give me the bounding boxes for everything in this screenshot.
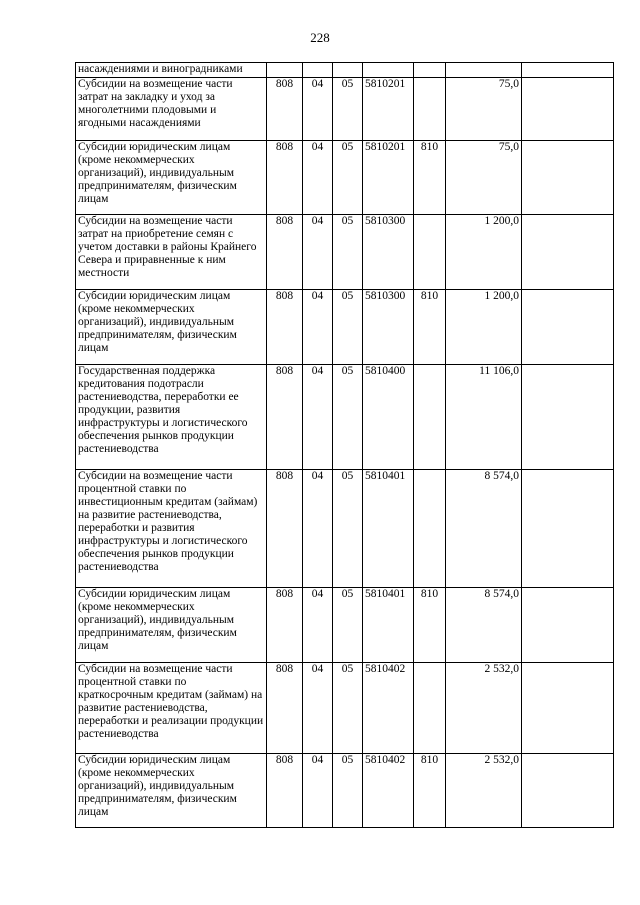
subsection-code-cell: 05	[333, 754, 363, 828]
ministry-code-cell: 808	[267, 78, 303, 141]
amount-cell: 1 200,0	[446, 290, 522, 365]
expense-name-cell: Субсидии юридическим лицам (кроме некоммерческих организаций), индивидуальным предпринимателям, физическим лицам	[76, 141, 267, 215]
subsection-code-cell: 05	[333, 141, 363, 215]
expense-type-cell	[414, 470, 446, 588]
empty-cell	[522, 290, 614, 365]
expense-name-cell: Субсидии на возмещение части затрат на приобретение семян с учетом доставки в районы Крайнего Севера и приравненные к ним местности	[76, 215, 267, 290]
ministry-code-cell: 808	[267, 470, 303, 588]
target-article-cell: 5810400	[363, 365, 414, 470]
subsection-code-cell: 05	[333, 588, 363, 663]
section-code-cell: 04	[303, 215, 333, 290]
target-article-cell: 5810402	[363, 663, 414, 754]
expense-type-cell	[414, 63, 446, 78]
expense-name-cell: Государственная поддержка кредитования подотрасли растениеводства, переработки ее продукции, развития инфраструктуры и логистического обеспечения рынков продукции растениеводства	[76, 365, 267, 470]
expense-name-cell: Субсидии юридическим лицам (кроме некоммерческих организаций), индивидуальным предпринимателям, физическим лицам	[76, 588, 267, 663]
table-row	[76, 365, 614, 470]
section-code-cell: 04	[303, 588, 333, 663]
section-code-cell	[303, 63, 333, 78]
ministry-code-cell: 808	[267, 215, 303, 290]
expense-name-cell: Субсидии на возмещение части затрат на закладку и уход за многолетними плодовыми и ягодными насаждениями	[76, 78, 267, 141]
ministry-code-cell: 808	[267, 588, 303, 663]
table-body	[76, 63, 614, 828]
amount-cell: 2 532,0	[446, 663, 522, 754]
target-article-cell: 5810402	[363, 754, 414, 828]
subsection-code-cell	[333, 63, 363, 78]
empty-cell	[522, 63, 614, 78]
section-code-cell: 04	[303, 470, 333, 588]
expense-name-cell: Субсидии на возмещение части процентной ставки по краткосрочным кредитам (займам) на развитие растениеводства, переработки и реализации продукции растениеводства	[76, 663, 267, 754]
expense-type-cell: 810	[414, 290, 446, 365]
section-code-cell: 04	[303, 290, 333, 365]
amount-cell: 8 574,0	[446, 588, 522, 663]
section-code-cell: 04	[303, 663, 333, 754]
target-article-cell: 5810401	[363, 588, 414, 663]
empty-cell	[522, 754, 614, 828]
target-article-cell: 5810401	[363, 470, 414, 588]
ministry-code-cell: 808	[267, 754, 303, 828]
subsection-code-cell: 05	[333, 78, 363, 141]
expense-type-cell	[414, 78, 446, 141]
page-number: 228	[310, 30, 330, 45]
subsection-code-cell: 05	[333, 365, 363, 470]
budget-table	[75, 62, 614, 828]
table-row	[76, 754, 614, 828]
subsection-code-cell: 05	[333, 470, 363, 588]
expense-type-cell: 810	[414, 754, 446, 828]
amount-cell: 1 200,0	[446, 215, 522, 290]
subsection-code-cell: 05	[333, 290, 363, 365]
table-row	[76, 215, 614, 290]
ministry-code-cell: 808	[267, 290, 303, 365]
empty-cell	[522, 141, 614, 215]
expense-type-cell	[414, 663, 446, 754]
table-row	[76, 588, 614, 663]
empty-cell	[522, 663, 614, 754]
table-row	[76, 663, 614, 754]
expense-name-cell: Субсидии юридическим лицам (кроме некоммерческих организаций), индивидуальным предпринимателям, физическим лицам	[76, 754, 267, 828]
ministry-code-cell: 808	[267, 365, 303, 470]
amount-cell	[446, 63, 522, 78]
expense-name-cell: насаждениями и виноградниками	[76, 63, 267, 78]
empty-cell	[522, 365, 614, 470]
ministry-code-cell: 808	[267, 663, 303, 754]
subsection-code-cell: 05	[333, 663, 363, 754]
ministry-code-cell: 808	[267, 141, 303, 215]
target-article-cell: 5810201	[363, 141, 414, 215]
amount-cell: 75,0	[446, 141, 522, 215]
target-article-cell: 5810201	[363, 78, 414, 141]
expense-type-cell: 810	[414, 141, 446, 215]
table-row	[76, 470, 614, 588]
expense-name-cell: Субсидии на возмещение части процентной ставки по инвестиционным кредитам (займам) на развитие растениеводства, переработки и развития инфраструктуры и логистического обеспечения рынков продукции растениеводства	[76, 470, 267, 588]
table-row	[76, 290, 614, 365]
target-article-cell: 5810300	[363, 215, 414, 290]
section-code-cell: 04	[303, 78, 333, 141]
empty-cell	[522, 78, 614, 141]
expense-name-cell: Субсидии юридическим лицам (кроме некоммерческих организаций), индивидуальным предпринимателям, физическим лицам	[76, 290, 267, 365]
section-code-cell: 04	[303, 365, 333, 470]
table-row	[76, 78, 614, 141]
empty-cell	[522, 588, 614, 663]
subsection-code-cell: 05	[333, 215, 363, 290]
section-code-cell: 04	[303, 141, 333, 215]
empty-cell	[522, 215, 614, 290]
table-row	[76, 141, 614, 215]
target-article-cell	[363, 63, 414, 78]
amount-cell: 8 574,0	[446, 470, 522, 588]
amount-cell: 75,0	[446, 78, 522, 141]
table-row	[76, 63, 614, 78]
expense-type-cell: 810	[414, 588, 446, 663]
target-article-cell: 5810300	[363, 290, 414, 365]
amount-cell: 11 106,0	[446, 365, 522, 470]
empty-cell	[522, 470, 614, 588]
amount-cell: 2 532,0	[446, 754, 522, 828]
section-code-cell: 04	[303, 754, 333, 828]
expense-type-cell	[414, 365, 446, 470]
ministry-code-cell	[267, 63, 303, 78]
expense-type-cell	[414, 215, 446, 290]
